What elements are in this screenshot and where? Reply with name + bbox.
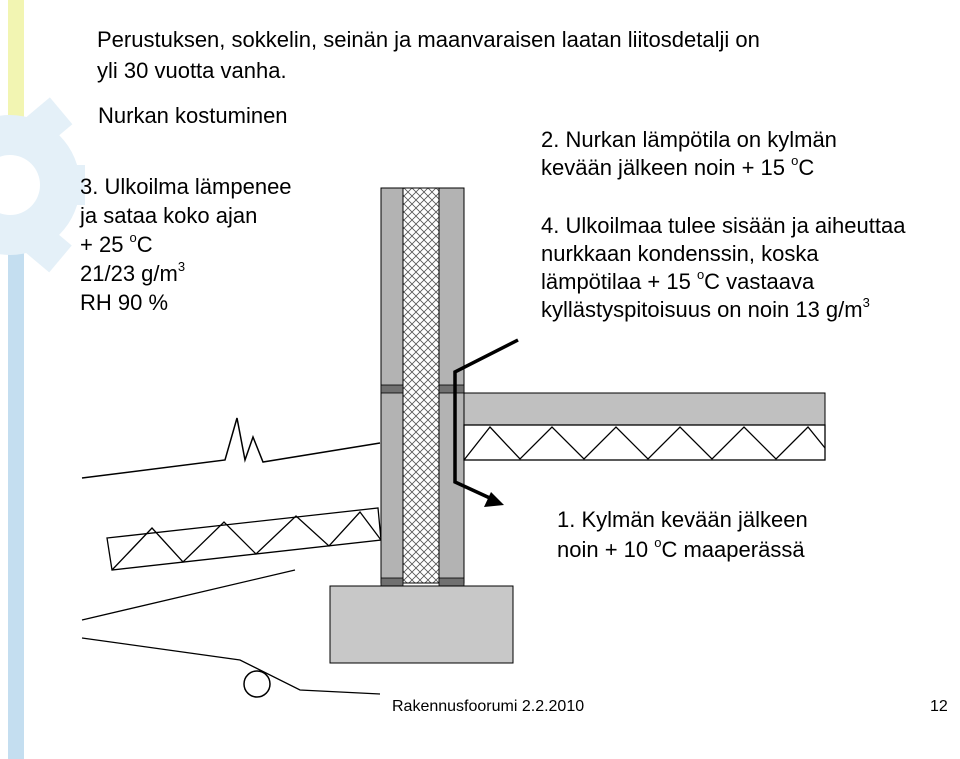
cold-ground-note [557,505,808,565]
condensation-temp-suffix: C vastaava [704,269,815,294]
footer-event: Rakennusfoorumi 2.2.2010 [392,698,585,715]
cold-ground-suffix: C maaperässä [661,537,805,562]
wall-insulation [403,188,439,583]
cold-ground-line-1: 1. Kylmän kevään jälkeen [557,507,808,532]
intro-line-2: yli 30 vuotta vanha. [97,58,287,83]
corner-temp-value: kevään jälkeen noin + 15 [541,155,792,180]
wall-joint-upper-right [439,385,464,393]
ground-surface-line [82,418,380,478]
outdoor-temp [80,230,292,259]
ground-insulation-outer [107,508,381,570]
footing [330,586,513,663]
condensation-exp: 3 [862,294,870,310]
condensation-line-1: 4. Ulkoilmaa tulee sisään ja aiheuttaa [541,213,906,238]
page-number: 12 [930,698,948,715]
outdoor-temp-unit: C [136,232,153,257]
corner-temp-line-2 [541,154,905,182]
condensation-line-4 [541,296,905,324]
outdoor-line-1: 3. Ulkoilma lämpenee [80,174,292,199]
condensation-temp-value: lämpötilaa + 15 [541,269,697,294]
intro-text [97,24,760,86]
condensation-line-2: nurkkaan kondenssin, koska [541,241,819,266]
outdoor-humidity [80,259,292,288]
condensation-degree: o [696,266,705,282]
wall-joint-lower-left [381,578,403,586]
outdoor-temp-degree: o [129,229,137,245]
outdoor-line-2: ja sataa koko ajan [80,203,258,228]
right-annotations [541,126,905,324]
outdoor-humidity-exp: 3 [177,258,186,274]
cold-ground-degree: o [654,534,662,550]
slab-insulation [464,425,825,460]
corner-heading: Nurkan kostuminen [98,103,288,128]
floor-slab [464,393,825,425]
outdoor-temp-value: + 25 [80,232,130,257]
outdoor-rh: RH 90 % [80,290,169,315]
condensation-saturation: kyllästyspitoisuus on noin 13 g/m [541,297,863,322]
corner-temp-unit: C [798,155,815,180]
wall-joint-upper-left [381,385,403,393]
intro-line-1: Perustuksen, sokkelin, seinän ja maanvaraisen laatan liitosdetalji on [97,27,760,52]
corner-temp-degree: o [791,152,799,168]
cold-ground-temp: noin + 10 [557,537,655,562]
drain-pipe [244,671,270,697]
condensation-line-3 [541,268,905,296]
corner-temp-line-1: 2. Nurkan lämpötila on kylmän [541,127,837,152]
wall-joint-lower-right [439,578,464,586]
outdoor-humidity-value: 21/23 g/m [80,261,178,286]
outdoor-conditions [80,172,292,317]
cold-ground-line-2 [557,535,808,565]
